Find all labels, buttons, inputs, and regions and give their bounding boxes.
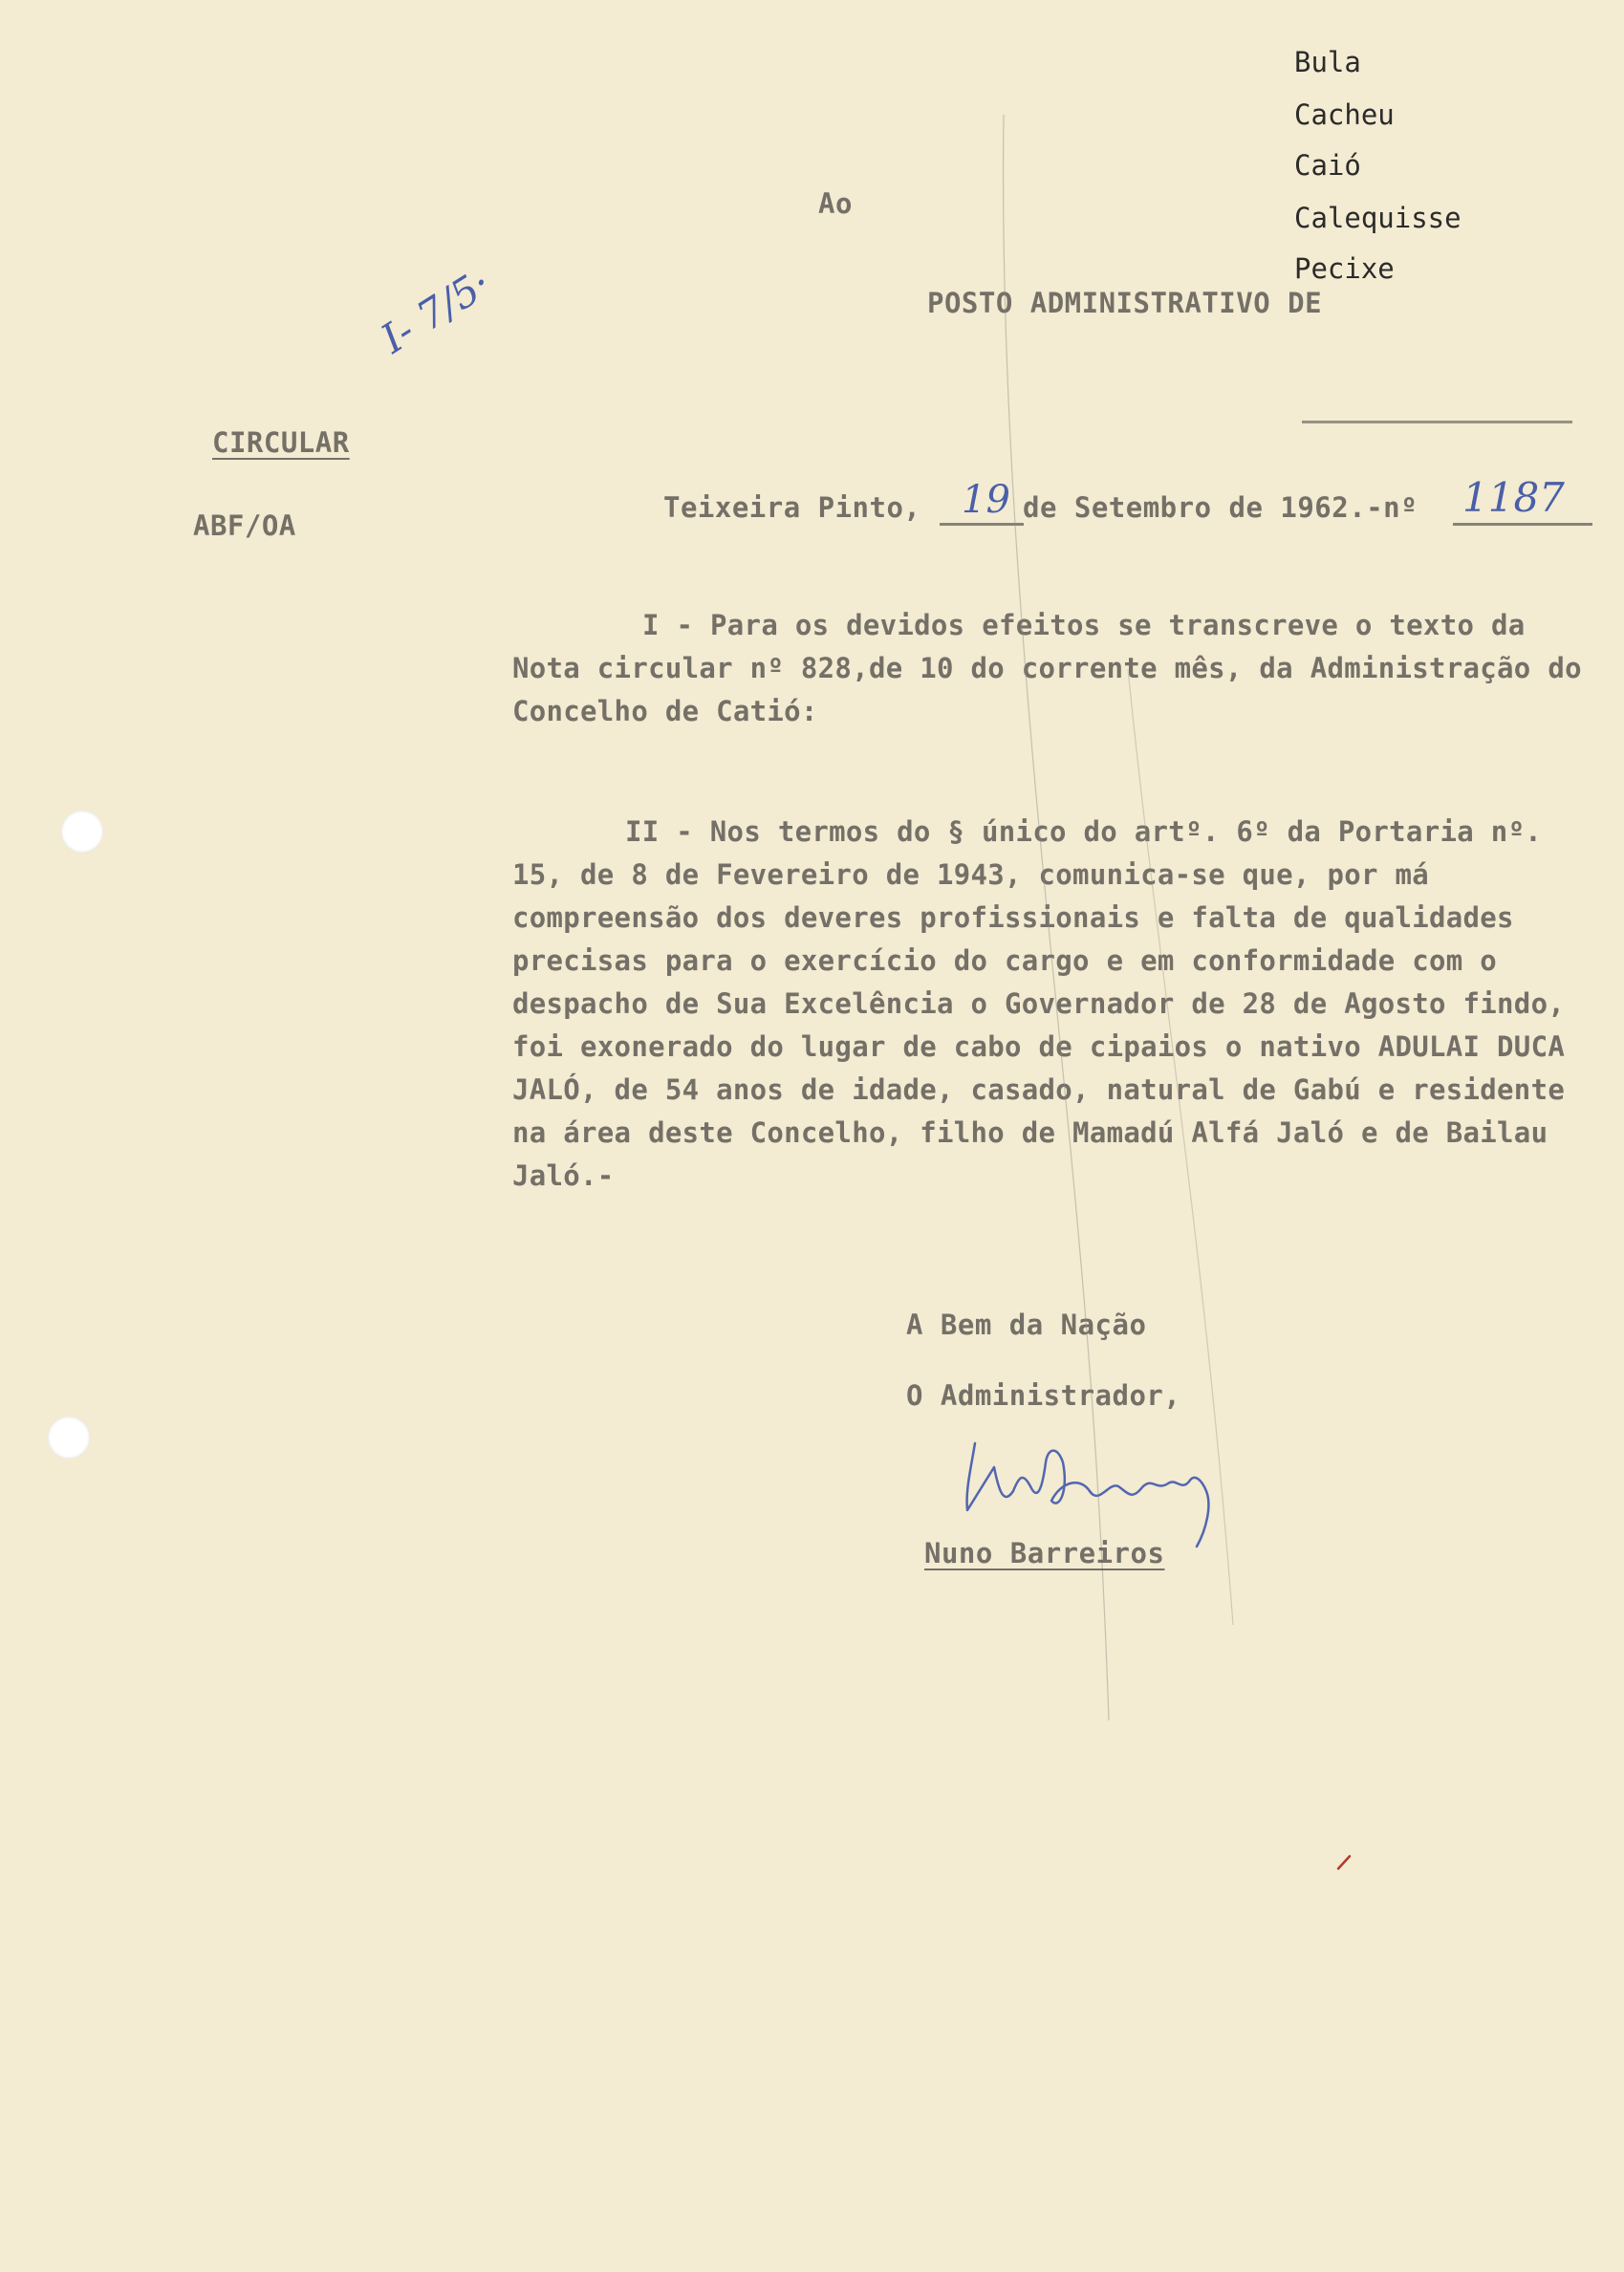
closing-salutation: A Bem da Nação xyxy=(906,1309,1147,1341)
recipient-item: Calequisse xyxy=(1294,202,1462,234)
closing-name: Nuno Barreiros xyxy=(924,1537,1165,1569)
circular-label: CIRCULAR xyxy=(212,426,350,459)
recipient-item: Caió xyxy=(1294,149,1361,182)
number-handwritten: 1187 xyxy=(1462,474,1565,521)
body-paragraph-1: I - Para os devidos efeitos se transcreve o texto da Nota circular nº 828,de 10 do corrente mês, da Administração do Concelho de Catió: xyxy=(512,609,1582,727)
date-day-handwritten: 19 xyxy=(962,478,1010,522)
dateline-rest: de Setembro de 1962.-nº xyxy=(1023,491,1418,524)
recipient-item: Cacheu xyxy=(1294,98,1395,131)
recipient-item: Pecixe xyxy=(1294,252,1395,285)
body-paragraph-2: II - Nos termos do § único do artº. 6º da Portaria nº. 15, de 8 de Fevereiro de 1943, comunica-se que, por má compreensão dos deveres profissionais e falta de qualidades precisas para o exercício do cargo e em conformidade com o despacho de Sua Excelência o Governador de 28 de Agosto findo, foi exonerado do lugar de cabo de cipaios o nativo ADULAI DUCA JALÓ, de 54 anos de idade, casado, natural de Gabú e residente na área deste Concelho, filho de Mamadú Alfá Jaló e de Bailau Jaló.- xyxy=(512,815,1566,1192)
margin-note: I- 7/5· xyxy=(373,259,500,362)
reference-code: ABF/OA xyxy=(193,509,296,542)
dateline-place: Teixeira Pinto, xyxy=(663,491,921,524)
header-posto: POSTO ADMINISTRATIVO DE xyxy=(927,287,1323,319)
closing-role: O Administrador, xyxy=(906,1379,1181,1412)
recipient-item: Bula xyxy=(1294,46,1361,78)
header-to: Ao xyxy=(818,187,853,220)
